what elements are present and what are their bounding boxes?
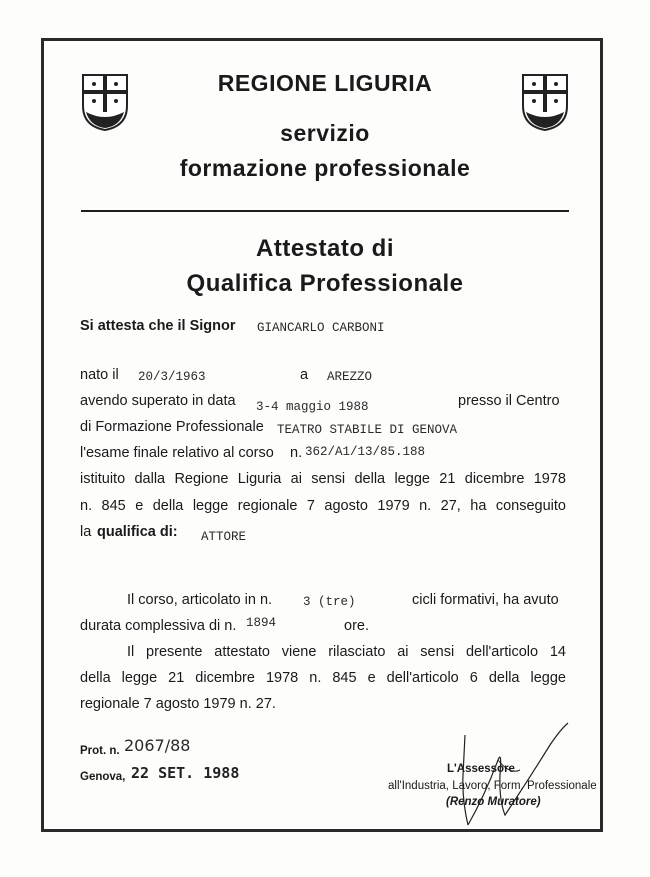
signer-title: L'Assessore <box>447 763 515 775</box>
place-label: Genova, <box>80 771 126 783</box>
cycles-suffix: cicli formativi, ha avuto <box>412 592 559 608</box>
center-name: TEATRO STABILE DI GENOVA <box>277 423 458 437</box>
region-heading: REGIONE LIGURIA <box>217 70 433 96</box>
protocol-label: Prot. n. <box>80 745 120 757</box>
duration-label: durata complessiva di n. <box>80 618 237 634</box>
qualification-prefix: la <box>80 524 92 540</box>
header-divider <box>81 210 569 212</box>
exam-label: l'esame finale relativo al corso <box>80 445 274 461</box>
training-label: di Formazione Professionale <box>80 419 264 435</box>
center-label: presso il Centro <box>458 393 560 409</box>
cycles-label: Il corso, articolato in n. <box>127 592 273 608</box>
qualification-label: qualifica di: <box>97 524 178 540</box>
document-subtitle: Qualifica Professionale <box>186 270 464 297</box>
birth-date: 20/3/1963 <box>138 370 206 384</box>
law-text-line-1: istituito dalla Regione Liguria ai sensi della legge 21 dicembre 1978 <box>80 471 566 487</box>
passed-label: avendo superato in data <box>80 393 236 409</box>
issued-text-line-1: Il presente attestato viene rilasciato ai sensi dell'articolo 14 <box>127 644 566 660</box>
service-heading: servizio <box>280 120 370 146</box>
born-label: nato il <box>80 367 119 383</box>
course-number: 362/A1/13/85.188 <box>305 445 426 459</box>
signer-department: all'Industria, Lavoro, Form. Professionale <box>388 780 597 792</box>
exam-date: 3-4 maggio 1988 <box>256 400 369 414</box>
birth-place: AREZZO <box>327 370 373 384</box>
issued-text-line-2: della legge 21 dicembre 1978 n. 845 e dell'articolo 6 della legge <box>80 670 566 686</box>
issued-text-line-3: regionale 7 agosto 1979 n. 27. <box>80 696 276 712</box>
handwritten-signature <box>430 715 580 835</box>
course-prefix: n. <box>290 445 303 461</box>
date-stamp: 22 SET. 1988 <box>131 764 240 782</box>
intro-label: Si attesta che il Signor <box>80 318 236 334</box>
holder-name: GIANCARLO CARBONI <box>257 321 385 335</box>
at-label: a <box>300 367 309 383</box>
protocol-number: 2067/88 <box>124 736 191 755</box>
qualification-value: ATTORE <box>201 530 247 544</box>
signer-name: (Renzo Muratore) <box>446 796 541 808</box>
document-title: Attestato di <box>256 235 394 262</box>
law-text-line-2: n. 845 e della legge regionale 7 agosto 1979 n. 27, ha conseguito <box>80 498 566 514</box>
cycles-value: 3 (tre) <box>303 595 356 609</box>
hours-value: 1894 <box>246 616 277 630</box>
hours-suffix: ore. <box>344 618 369 634</box>
service-subheading: formazione professionale <box>179 155 471 181</box>
